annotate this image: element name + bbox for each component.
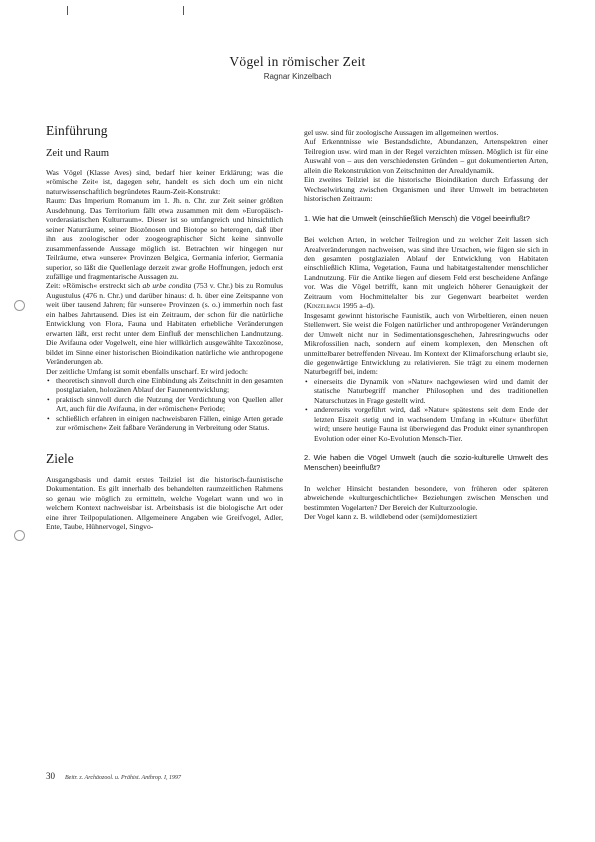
paragraph: Auf Erkenntnisse wie Bestandsdichte, Abundanzen, Artenspektren einer Teilregion usw. wird man in der Regel verzichten müssen. Möglich ist für eine Auswahl von – aus den verschiedensten Gründen – gut dokumentierten Arten, allein die Rekonstruktion von Zeitschnitten der Arealdynamik. bbox=[304, 137, 548, 175]
list-item: • andererseits vorgeführt wird, daß »Natur« spätestens seit dem Ende der letzten Eiszeit stetig und in wachsendem Umfang in »Kultur« überführt wird; unsere heutige Fauna ist überwiegend das Produkt einer synanthropen Evolution oder einer Ko-Evolution Mensch-Tier. bbox=[314, 405, 548, 443]
page-footer bbox=[46, 771, 181, 781]
paragraph: Insgesamt gewinnt historische Faunistik, auch von Wirbeltieren, einen neuen Stellenwert. Sie weist die Folgen natürlicher und anthropogener Veränderungen der Umwelt nicht nur in Sedimentationsgeschehen, Jahresringwuchs oder Mikrofossilien nach, sondern auf einem komplexen, den Menschen oft unmittelbarer betreffenden Niveau. Im Kontext der Klimaforschung erlaubt sie, die gegenwärtige Entwicklung zu relativieren. Sie trägt zu einem modernen Naturbegriff bei, indem: bbox=[304, 310, 548, 377]
paragraph: Der Vogel kann z. B. wildlebend oder (semi)domestiziert bbox=[304, 512, 478, 522]
right-column bbox=[304, 128, 548, 522]
list-item: • theoretisch sinnvoll durch eine Einbindung als Zeitschnitt in den gesamten postglazialen, holozänen Ablauf der Faunenentwicklung; bbox=[56, 376, 283, 395]
paragraph: Raum: Das Imperium Romanum im 1. Jh. n. Chr. zur Zeit seiner größten Ausdehnung. Das Territorium fällt etwa zusammen mit dem »Europäisch-vorderasiatischen Kulturraum«. Dieser ist so umfangreich und hinsichtlich seiner Naturräume, seiner Biozönosen und Biotope so heterogen, daß über ihn aus zoologischer oder zoogeographischer Sicht keine sinnvolle zusammenfassende Aussage möglich ist. Betrachten wir hingegen nur Teilräume, etwa »unsere« Provinzen Belgica, Germania inferior, Germania superior, so läßt die Quellenlage derzeit zwar große Hoffnungen, jedoch erst zufällige und fragmentarische Aussagen zu. bbox=[46, 196, 283, 281]
paragraph: Der zeitliche Umfang ist somit ebenfalls unscharf. Er wird jedoch: bbox=[46, 366, 249, 376]
paragraph bbox=[46, 281, 283, 366]
paragraph: gel usw. sind für zoologische Aussagen im allgemeinen wertlos. bbox=[304, 128, 499, 137]
subsection-heading-zeit-und-raum: Zeit und Raum bbox=[46, 148, 109, 159]
left-column bbox=[46, 123, 283, 531]
paragraph: In welcher Hinsicht bestanden besondere, von früheren oder späteren abweichende »kulturgeschichtliche« Beziehungen zwischen Menschen und bestimmten Vogelarten? Der Bereich der Kulturzoologie. bbox=[304, 483, 548, 512]
author-name: Ragnar Kinzelbach bbox=[263, 72, 332, 81]
text-span: Zeit: »Römisch« erstreckt sich bbox=[46, 281, 143, 291]
page-number: 30 bbox=[46, 771, 55, 781]
bullet-list bbox=[46, 376, 283, 433]
section-heading-einfuehrung: Einführung bbox=[46, 123, 108, 138]
punch-hole-mark bbox=[14, 300, 25, 311]
text-span: 1995 a–d). bbox=[340, 301, 375, 311]
margin-tick-mark bbox=[67, 6, 68, 15]
bullet-list bbox=[304, 377, 548, 443]
text-span: Bei welchen Arten, in welcher Teilregion und zu welcher Zeit lassen sich Arealveränderungen nachweisen, was sind ihre Ursachen, wie fügen sie sich in den gesamten postglazialen Ablauf der Entwicklung von Habitaten einschließlich Klima, Vegetation, Fauna und habitatgestaltender menschlicher Landnutzung. Für die Antike liegen auf diesem Feld erst bescheidene Anfänge vor. Was die Vögel betrifft, kann mit ungleich höherer Genauigkeit der Zeitraum vom Hochmittelalter bis zur Gegenwart bearbeitet werden ( bbox=[304, 235, 548, 311]
margin-tick-mark bbox=[183, 6, 184, 15]
citation-author: Kinzelbach bbox=[306, 301, 341, 311]
research-question-2: 2. Wie haben die Vögel Umwelt (auch die sozio-kulturelle Umwelt des Menschen) beeinflußt? bbox=[304, 453, 548, 472]
research-question-1: 1. Wie hat die Umwelt (einschließlich Mensch) die Vögel beeinflußt? bbox=[304, 213, 530, 223]
journal-citation: Beitr. z. Archäozool. u. Prähist. Anthrop. I, 1997 bbox=[65, 775, 182, 781]
punch-hole-mark bbox=[14, 530, 25, 541]
text-span: (753 v. Chr.) bis zu Romulus Augustulus (476 n. Chr.) und darüber hinaus: d. h. über eine Zeitspanne von weit über tausend Jahren; für »unsere« Provinzen (s. o.) immerhin noch fast ein halbes Jahrtausend. Dies ist ein Zeitraum, der schon für die natürliche Entwicklung von Flora, Fauna und Habitaten erhebliche Veränderungen erwarten läßt, erst recht unter dem Einfluß der menschlichen Landnutzung. Die Avifauna oder Vogelwelt, eine hier willkürlich ausgewählte Taxozönose, bildet im Sinne einer historischen Bioindikation natürliche wie anthropogene Veränderungen ab. bbox=[46, 281, 283, 367]
paragraph bbox=[304, 235, 548, 311]
page-title: Vögel in römischer Zeit bbox=[229, 54, 366, 69]
paragraph: Ein zweites Teilziel ist die historische Bioindikation durch Erfassung der Wechselwirkung zwischen Organismen und ihrer Umwelt im betrachteten historischen Zeitraum: bbox=[304, 175, 548, 204]
list-item: • praktisch sinnvoll durch die Nutzung der Verdichtung von Quellen aller Art, auch für die Avifauna, in der »römischen« Periode; bbox=[56, 395, 283, 414]
list-item: • einerseits die Dynamik von »Natur« nachgewiesen wird und damit der statische Naturbegriff mancher Philosophen und des traditionellen Naturschutzes in Frage gestellt wird. bbox=[314, 377, 548, 405]
paragraph: Ausgangsbasis und damit erstes Teilziel ist die historisch-faunistische Dokumentation. Es gilt innerhalb des behandelten raumzeitlichen Rahmens so genau wie möglich zu ermitteln, welche Vogelart wann und wo in welchem Kontext nachweisbar ist. Arbeitsbasis ist die biologische Art oder eine ihrer Teilpopulationen. Allgemeinere Angaben wie Greifvogel, Adler, Ente, Taube, Hühnervogel, Singvo- bbox=[46, 474, 283, 531]
italic-phrase: ab urbe condita bbox=[142, 281, 192, 291]
section-heading-ziele: Ziele bbox=[46, 450, 74, 466]
paragraph: Was Vögel (Klasse Aves) sind, bedarf hier keiner Erklärung; was die »römische Zeit« ist, dagegen sehr, handelt es sich doch um ein nicht naturwissenschaftlich begründetes Raum-Zeit-Konstrukt: bbox=[46, 168, 283, 196]
list-item: • schließlich erfahren in einigen nachweisbaren Fällen, einige Arten gerade zur »römischen« Zeit faßbare Veränderung in Verbreitung oder Status. bbox=[56, 414, 283, 433]
